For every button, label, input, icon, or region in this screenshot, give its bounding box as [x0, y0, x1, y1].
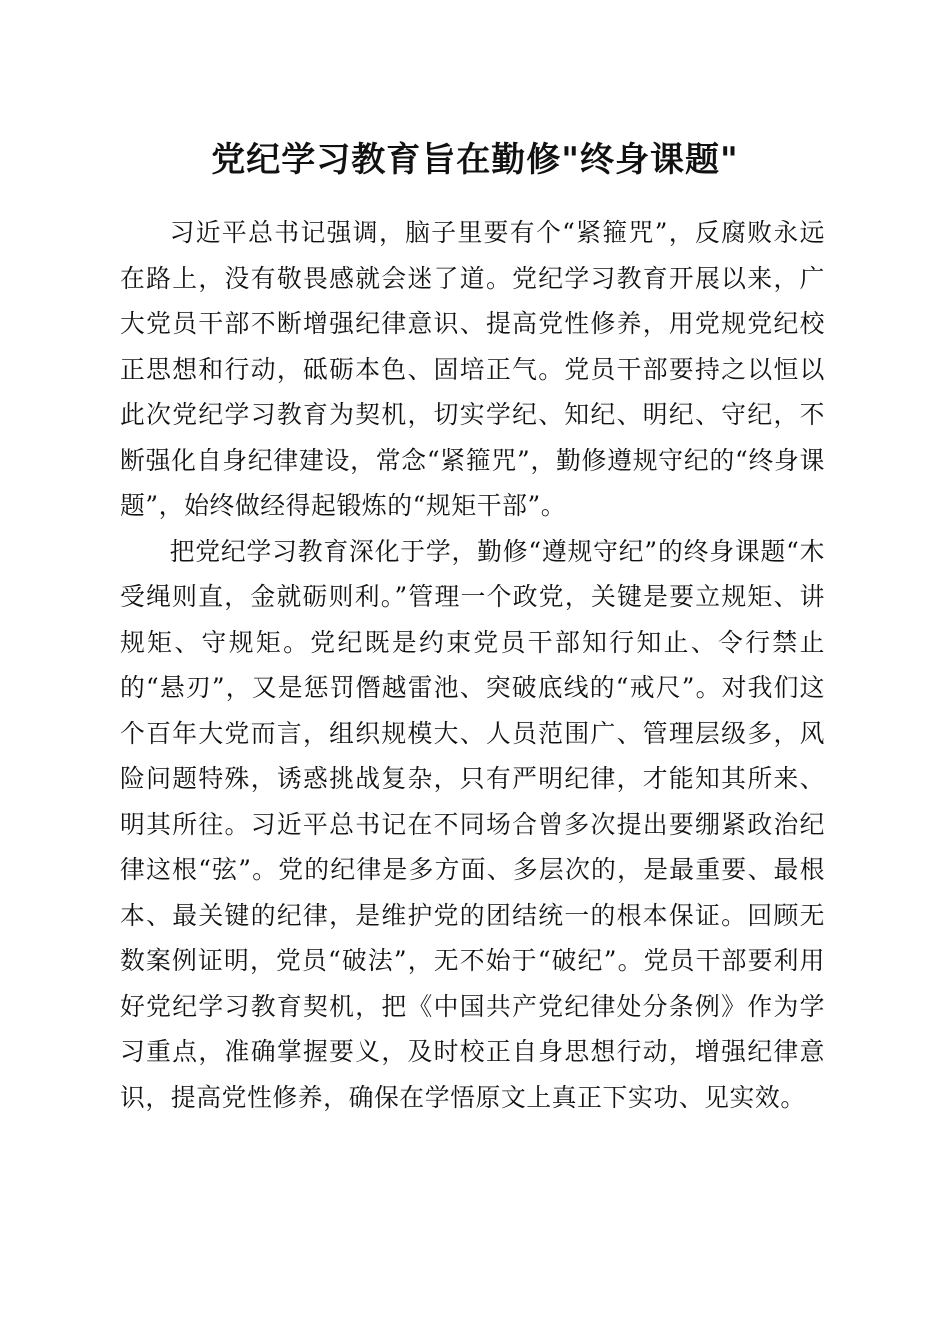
document-body: [120, 210, 825, 1120]
paragraph-2: 把党纪学习教育深化于学，勤修“遵规守纪”的终身课题“木受绳则直，金就砺则利。”管理一个政党，关键是要立规矩、讲规矩、守规矩。党纪既是约束党员干部知行知止、令行禁止的“悬刃”，又是惩罚僭越雷池、突破底线的“戒尺”。对我们这个百年大党而言，组织规模大、人员范围广、管理层级多，风险问题特殊，诱惑挑战复杂，只有严明纪律，才能知其所来、明其所往。习近平总书记在不同场合曾多次提出要绷紧政治纪律这根“弦”。党的纪律是多方面、多层次的，是最重要、最根本、最关键的纪律，是维护党的团结统一的根本保证。回顾无数案例证明，党员“破法”，无不始于“破纪”。党员干部要利用好党纪学习教育契机，把《中国共产党纪律处分条例》作为学习重点，准确掌握要义，及时校正自身思想行动，增强纪律意识，提高党性修养，确保在学悟原文上真正下实功、见实效。: [120, 536, 825, 1112]
document-title: 党纪学习教育旨在勤修"终身课题": [211, 140, 739, 180]
paragraph-1: 习近平总书记强调，脑子里要有个“紧箍咒”，反腐败永远在路上，没有敬畏感就会迷了道。党纪学习教育开展以来，广大党员干部不断增强纪律意识、提高党性修养，用党规党纪校正思想和行动，砥砺本色、固培正气。党员干部要持之以恒以此次党纪学习教育为契机，切实学纪、知纪、明纪、守纪，不断强化自身纪律建设，常念“紧箍咒”，勤修遵规守纪的“终身课题”，始终做经得起锻炼的“规矩干部”。: [120, 218, 825, 520]
